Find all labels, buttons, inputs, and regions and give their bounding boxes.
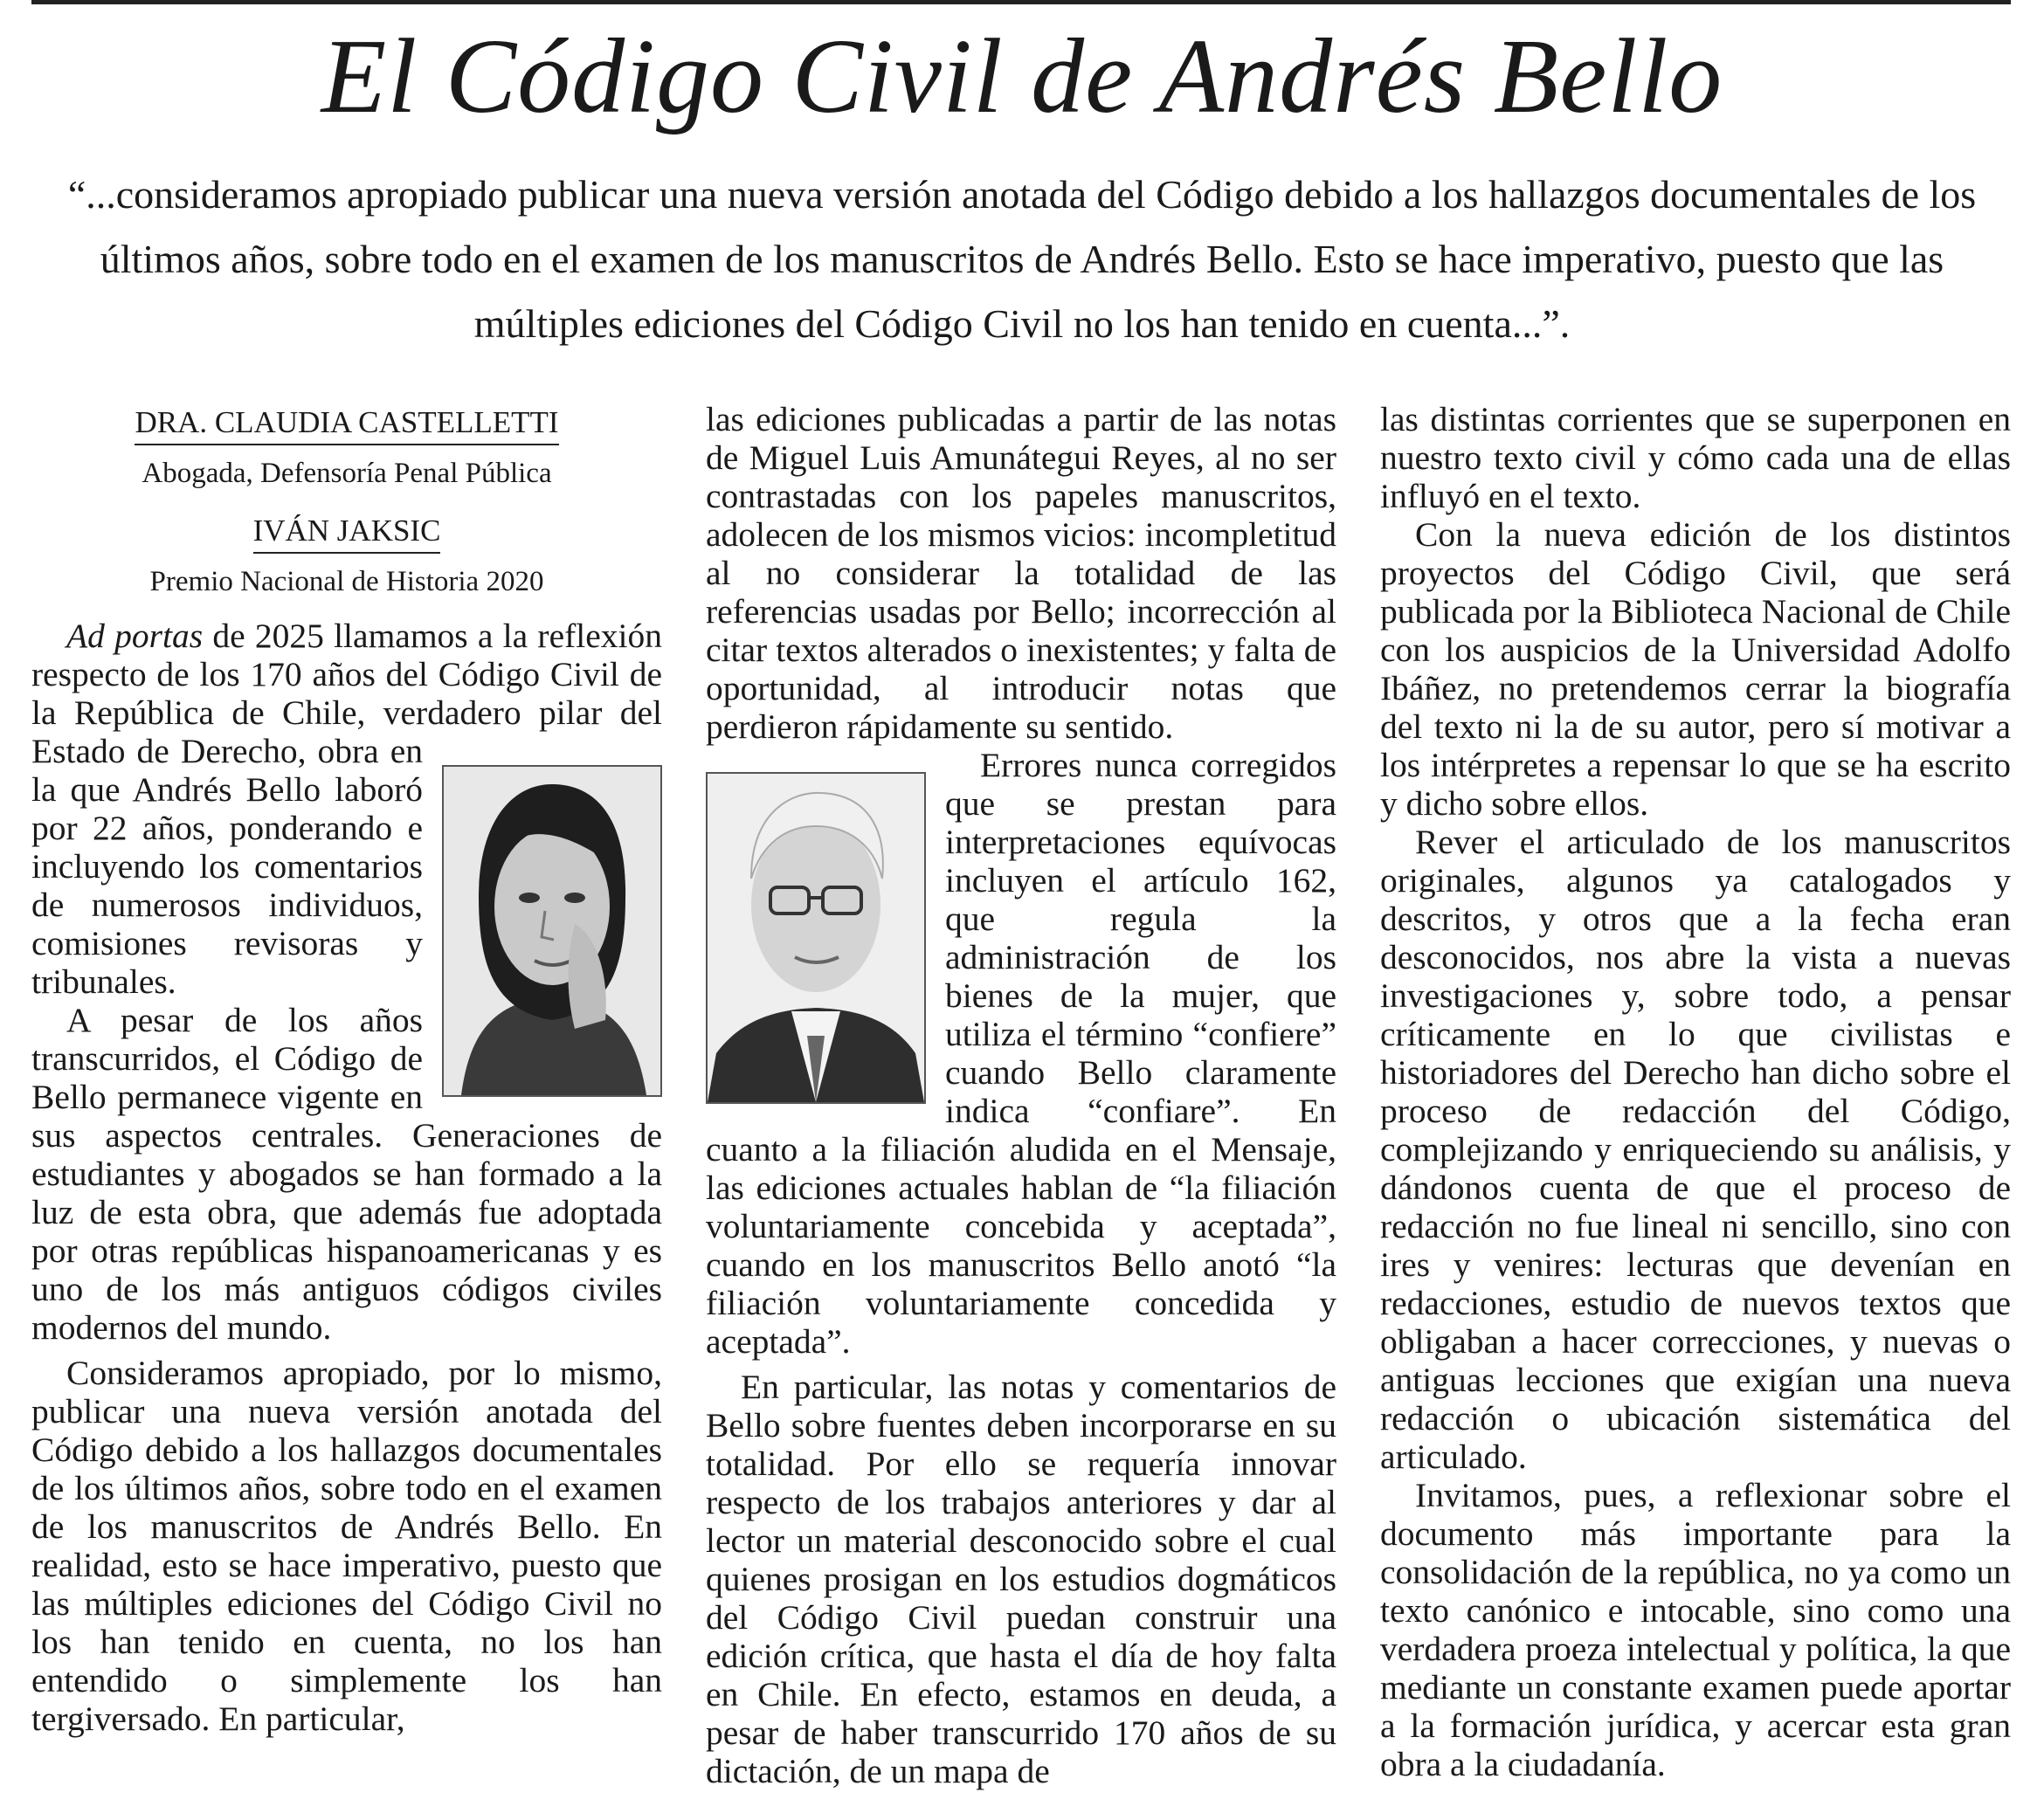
paragraph: Invitamos, pues, a reflexionar sobre el documento más importante para la consolidación de la república, no ya como un texto canónico e intocable, sino como una verdadera proeza intelectual y política, la que mediante un constante examen puede aportar a la formación jurídica, y acercar esta gran obra a la ciudadanía.	[1380, 1476, 2011, 1783]
author-role: Premio Nacional de Historia 2020	[149, 566, 544, 597]
paragraph: En particular, las notas y comentarios de Bello sobre fuentes deben incorporarse en su totalidad. Por ello se requería innovar respecto de los trabajos anteriores y dar al lector un material desconocido sobre el cual quienes prosigan en los estudios dogmáticos del Código Civil puedan construir una edición crítica, que hasta el día de hoy falta en Chile. En efecto, estamos en deuda, a pesar de haber transcurrido 170 años de su dictación, de un mapa de	[706, 1368, 1336, 1790]
author-role: Abogada, Defensoría Penal Pública	[142, 458, 552, 489]
paragraph: Con la nueva edición de los distintos proyectos del Código Civil, que será publicada por la Biblioteca Nacional de Chile con los auspicios de la Universidad Adolfo Ibáñez, no pretendemos cerrar la biografía del texto ni la de su autor, pero sí motivar a los intérpretes a repensar lo que se ha escrito y dicho sobre ellos.	[1380, 515, 2011, 823]
column-3	[1380, 400, 2011, 1783]
column-1	[31, 400, 662, 1780]
paragraph: Ad portas de 2025 llamamos a la reflexión respecto de los 170 años del Código Civil de la República de Chile, verdadero pilar del Estado de Derecho, obra en la que Andrés Bello laboró por 22 años, ponderando e incluyendo los comentarios de numerosos individuos, comisiones revisoras y tribunales.	[31, 617, 662, 1001]
author-photo-castelletti	[442, 765, 662, 1097]
column-2	[706, 400, 1336, 1790]
paragraph: las ediciones publicadas a partir de las notas de Miguel Luis Amunátegui Reyes, al no ser contrastadas con los papeles manuscritos, adolecen de los mismos vicios: incompletitud al no considerar la totalidad de las referencias usadas por Bello; incorrección al citar textos alterados o inexistentes; y falta de oportunidad, al introducir notas que perdieron rápidamente su sentido.	[706, 400, 1336, 746]
paragraph: las distintas corrientes que se superponen en nuestro texto civil y cómo cada una de ellas influyó en el texto.	[1380, 400, 2011, 515]
author-name: IVÁN JAKSIC	[253, 514, 441, 554]
author-name: DRA. CLAUDIA CASTELLETTI	[135, 405, 558, 445]
paragraph: Rever el articulado de los manuscritos originales, algunos ya catalogados y descritos, y otros que a la fecha eran desconocidos, nos abre la vista a nuevas investigaciones y, sobre todo, a pensar críticamente en lo que civilistas e historiadores del Derecho han dicho sobre el proceso de redacción del Código, complejizando y enriqueciendo su análisis, y dándonos cuenta de que el proceso de redacción no fue lineal ni sencillo, sino con ires y venires: lecturas que devenían en redacciones, estudio de nuevos textos que obligaban a hacer correcciones, y nuevas o antiguas lecciones que exigían una nueva redacción o ubicación sistemática del articulado.	[1380, 823, 2011, 1476]
paragraph: Consideramos apropiado, por lo mismo, publicar una nueva versión anotada del Código debido a los hallazgos documentales de los últimos años, sobre todo en el examen de los manuscritos de Andrés Bello. En realidad, esto se hace imperativo, puesto que las múltiples ediciones del Código Civil no los han tenido en cuenta, no los han entendido o simplemente los han tergiversado. En particular,	[31, 1354, 662, 1738]
article-title: El Código Civil de Andrés Bello	[321, 17, 1723, 135]
author-photo-jaksic	[706, 772, 926, 1104]
paragraph: Errores nunca corregidos que se prestan para interpretaciones equívocas incluyen el artículo 162, que regula la administración de los bienes de la mujer, que utiliza el término “confiere” cuando Bello claramente indica “confiare”. En cuanto a la filiación aludida en el Mensaje, las ediciones actuales hablan de “la filiación voluntariamente concebida y aceptada”, cuando en los manuscritos Bello anotó “la filiación voluntariamente concedida y aceptada”.	[706, 746, 1336, 1361]
paragraph: A pesar de los años transcurridos, el Código de Bello permanece vigente en sus aspectos centrales. Generaciones de estudiantes y abogados se han formado a la luz de esta obra, que además fue adoptada por otras repúblicas hispanoamericanas y es uno de los más antiguos códigos civiles modernos del mundo.	[31, 1001, 662, 1347]
top-rule	[31, 0, 2011, 4]
lead-quote: “...consideramos apropiado publicar una nueva versión anotada del Código debido a los hallazgos documentales de los últimos años, sobre todo en el examen de los manuscritos de Andrés Bello. Esto se hace imperativo, puesto que las múltiples ediciones del Código Civil no los han tenido en cuenta...”.	[67, 172, 1977, 346]
byline	[31, 400, 662, 601]
